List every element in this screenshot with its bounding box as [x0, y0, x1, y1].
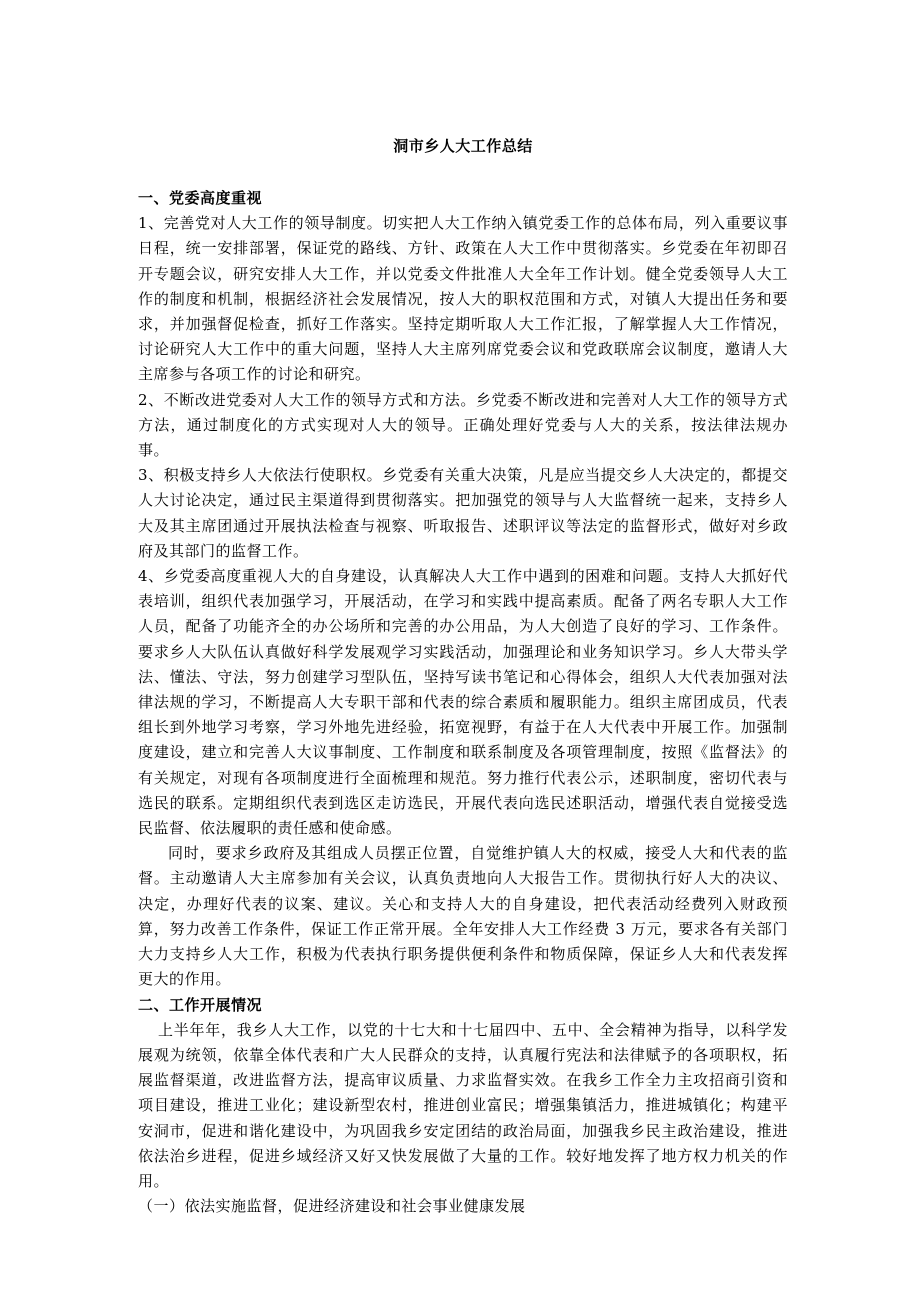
section-1-paragraph-2: 2、不断改进党委对人大工作的领导方式和方法。乡党委不断改进和完善对人大工作的领导方式方法，通过制度化的方式实现对人大的领导。正确处理好党委与人大的关系，按法律法规办事。 [138, 390, 788, 460]
document-body [138, 134, 788, 1219]
section-2-subheading: （一）依法实施监督，促进经济建设和社会事业健康发展 [138, 1197, 526, 1216]
section-2-heading: 二、工作开展情况 [138, 995, 263, 1014]
section-2-paragraph-1: 上半年年，我乡人大工作，以党的十七大和十七届四中、五中、全会精神为指导，以科学发展观为统领，依靠全体代表和广大人民群众的支持，认真履行宪法和法律赋予的各项职权，拓展监督渠道，改进监督方法，提高审议质量、力求监督实效。在我乡工作全力主攻招商引资和项目建设，推进工业化；建设新型农村，推进创业富民；增强集镇活力，推进城镇化；构建平安洞市，促进和谐化建设中，为巩固我乡安定团结的政治局面，加强我乡民主政治建设，推进依法治乡进程，促进乡域经济又好又快发展做了大量的工作。较好地发挥了地方权力机关的作用。 [138, 1020, 788, 1190]
section-1-heading: 一、党委高度重视 [138, 189, 263, 207]
document-title: 洞市乡人大工作总结 [393, 137, 533, 155]
section-1-paragraph-1: 1、完善党对人大工作的领导制度。切实把人大工作纳入镇党委工作的总体布局，列入重要议事日程，统一安排部署，保证党的路线、方针、政策在人大工作中贯彻落实。乡党委在年初即召开专题会议，研究安排人大工作，并以党委文件批准人大全年工作计划。健全党委领导人大工作的制度和机制，根据经济社会发展情况，按人大的职权范围和方式，对镇人大提出任务和要求，并加强督促检查，抓好工作落实。坚持定期听取人大工作汇报，了解掌握人大工作情况，讨论研究人大工作中的重大问题，坚持人大主席列席党委会议和党政联席会议制度，邀请人大主席参与各项工作的讨论和研究。 [138, 214, 788, 384]
section-1-paragraph-3: 3、积极支持乡人大依法行使职权。乡党委有关重大决策，凡是应当提交乡人大决定的，都提交人大讨论决定，通过民主渠道得到贯彻落实。把加强党的领导与人大监督统一起来，支持乡人大及其主席团通过开展执法检查与视察、听取报告、述职评议等法定的监督形式，做好对乡政府及其部门的监督工作。 [138, 466, 788, 560]
section-1-paragraph-4: 4、乡党委高度重视人大的自身建设，认真解决人大工作中遇到的困难和问题。支持人大抓好代表培训，组织代表加强学习，开展活动，在学习和实践中提高素质。配备了两名专职人大工作人员，配备了功能齐全的办公场所和完善的办公用品，为人大创造了良好的学习、工作条件。要求乡人大队伍认真做好科学发展观学习实践活动，加强理论和业务知识学习。乡人大带头学法、懂法、守法，努力创建学习型队伍，坚持写读书笔记和心得体会，组织人大代表加强对法律法规的学习，不断提高人大专职干部和代表的综合素质和履职能力。组织主席团成员，代表组长到外地学习考察，学习外地先进经验，拓宽视野，有益于在人大代表中开展工作。加强制度建设，建立和完善人大议事制度、工作制度和联系制度及各项管理制度，按照《监督法》的有关规定，对现有各项制度进行全面梳理和规范。努力推行代表公示，述职制度，密切代表与选民的联系。定期组织代表到选区走访选民，开展代表向选民述职活动，增强代表自觉接受选民监督、依法履职的责任感和使命感。 [138, 567, 788, 838]
section-1-paragraph-5: 同时，要求乡政府及其组成人员摆正位置，自觉维护镇人大的权威，接受人大和代表的监督。主动邀请人大主席参加有关会议，认真负责地向人大报告工作。贯彻执行好人大的决议、决定，办理好代表的议案、建议。关心和支持人大的自身建设，把代表活动经费列入财政预算，努力改善工作条件，保证工作正常开展。全年安排人大工作经费 3 万元，要求各有关部门大力支持乡人大工作，积极为代表执行职务提供便利条件和物质保障，保证乡人大和代表发挥更大的作用。 [138, 844, 788, 989]
